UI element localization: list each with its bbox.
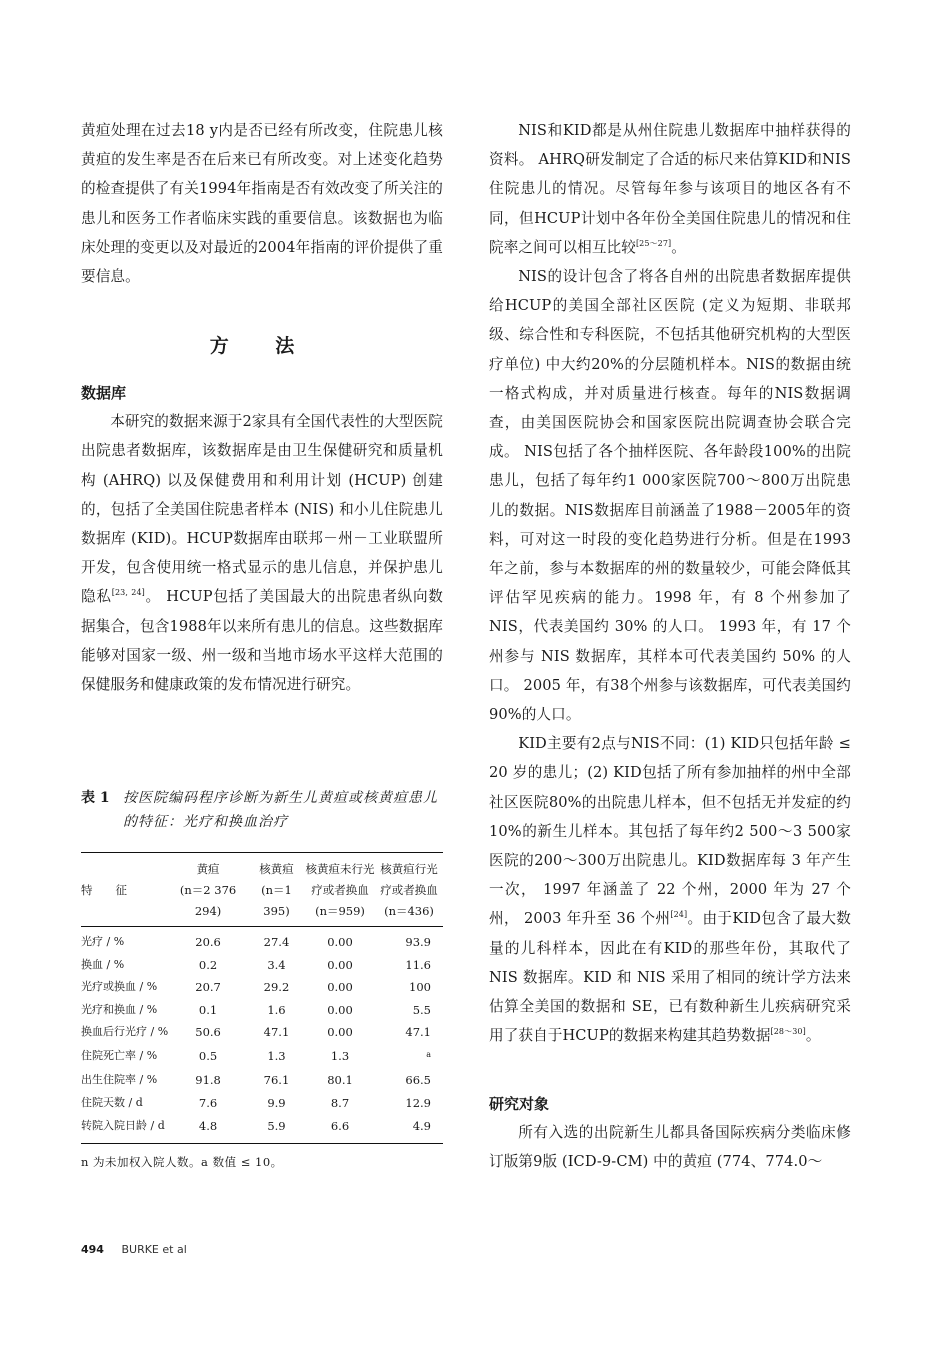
table-row: [81, 976, 443, 999]
table-cell: 5.5: [412, 1002, 431, 1017]
table-cell: 0.1: [198, 1002, 218, 1017]
header-col-kern-treated: [375, 853, 443, 927]
table-cell: 100: [409, 980, 431, 995]
table-cell: 5.9: [267, 1118, 286, 1133]
database-heading: 数据库: [81, 384, 127, 403]
table-row: [81, 1021, 443, 1044]
table-cell: 50.6: [195, 1025, 221, 1040]
table-cell: 9.9: [267, 1095, 286, 1110]
subjects-paragraph: 所有入选的出院新生儿都具备国际疾病分类临床修订版第9版 (ICD-9-CM) 中的黄疸 (774、774.0～: [489, 1123, 851, 1170]
intro-paragraph: 黄疸处理在过去18 y内是否已经有所改变，住院患儿核黄疸的发生率是否在后来已有所改变。对上述变化趋势的检查提供了有关1994年指南是否有效改变了所关注的患儿和医务工作者临床实践的重要信息。该数据也为临床处理的变更以及对最近的2004年指南的评价提供了重要信息。: [81, 122, 443, 286]
row-label: 光疗和换血 / %: [81, 1002, 158, 1016]
header-col-jaundice: [168, 853, 248, 927]
page-footer: [81, 1243, 187, 1256]
row-label: 转院入院日龄 / d: [81, 1118, 165, 1132]
right-paragraph-1: [489, 116, 851, 262]
running-author: BURKE et al: [121, 1243, 187, 1256]
right-paragraph-1-text: NIS和KID都是从州住院患儿数据库中抽样获得的资料。 AHRQ研发制定了合适的标尺来估算KID和NIS住院患儿的情况。尽管每年参与该项目的地区各有不同，但HCUP计划中各年份全美国住院患儿的情况和住院率之间可以相互比较: [489, 122, 851, 256]
table-row: [81, 1044, 443, 1069]
row-label: 光疗 / %: [81, 935, 125, 948]
right-paragraph-1-end: 。: [671, 238, 686, 256]
table-cell: 47.1: [263, 1025, 290, 1040]
footnote-marker: a: [426, 1049, 431, 1059]
table-cell: 93.9: [405, 935, 431, 949]
table-cell: [375, 1044, 443, 1069]
table-cell: 12.9: [405, 1095, 431, 1110]
section-title-methods: 方 法: [209, 335, 315, 358]
table-row: [81, 1092, 443, 1115]
right-paragraph-3-end: 。: [805, 1027, 821, 1045]
table-row: [81, 927, 443, 954]
citation-ref: [23, 24]: [111, 588, 145, 598]
table-cell: 11.6: [405, 957, 431, 972]
table-cell: 27.4: [263, 935, 290, 949]
table-body: [81, 927, 443, 1144]
table-cell: 91.8: [195, 1073, 221, 1088]
table-row: [81, 954, 443, 977]
row-label: 出生住院率 / %: [81, 1073, 158, 1087]
table-cell: 7.6: [198, 1095, 218, 1110]
table-row: [81, 999, 443, 1022]
table-cell: 29.2: [263, 980, 290, 995]
table-caption: [81, 786, 443, 834]
table-cell: 8.7: [330, 1095, 350, 1110]
right-paragraph-3: [489, 729, 851, 1050]
row-label: 换血 / %: [81, 957, 125, 971]
table-cell: 0.00: [327, 1025, 353, 1040]
table-cell: 0.00: [327, 980, 353, 995]
header-characteristic: 特 征: [81, 883, 127, 897]
citation-ref: [25～27]: [635, 238, 672, 248]
header-col-name: 核黄疸: [259, 862, 294, 876]
header-col-n: (n＝959): [315, 904, 365, 918]
table-cell: 4.8: [198, 1118, 218, 1133]
table-label: 表 1: [81, 790, 110, 806]
table-header-row: [81, 853, 443, 927]
subjects-heading: 研究对象: [489, 1094, 550, 1113]
right-paragraph-2: NIS的设计包含了将各自州的出院患者数据库提供给HCUP的美国全部社区医院 (定义为短期、非联邦级、综合性和专科医院，不包括其他研究机构的大型医疗单位) 中大约20%的分层随机样本。NIS的数据由统一格式构成，并对质量进行核查。每年的NIS数据调查，由美国医院协会和国家医院出院调查协会联合完成。 NIS包括了各个抽样医院、各年龄段100%的出院患儿，包括了每年约1 000家医院700～800万出院患儿的数据。NIS数据库目前涵盖了1988－2005年的资料，可对这一时段的变化趋势进行分析。但是在1993 年之前，参与本数据库的州的数量较少，可能会降低其评估罕见疾病的能力。1998 年，有 8 个州参加了 NIS，代表美国约 30% 的人口。 1993 年，有 17 个州参与 NIS 数据库，其样本可代表美国约 50% 的人口。 2005 年，有38个州参与该数据库，可代表美国约90%的人口。: [489, 268, 851, 724]
header-col-n: (n＝1 395): [261, 883, 292, 918]
table-row: [81, 1069, 443, 1092]
header-col-name: 核黄疸行光疗或者换血: [380, 862, 438, 897]
row-label: 光疗或换血 / %: [81, 980, 158, 994]
table-row: [81, 1115, 443, 1144]
table-cell: 1.3: [330, 1049, 350, 1064]
table-cell: 66.5: [405, 1073, 431, 1088]
table-cell: 4.9: [412, 1118, 431, 1133]
table-cell: 80.1: [327, 1073, 353, 1088]
header-col-name: 黄疸: [196, 862, 220, 876]
citation-ref: [24]: [670, 910, 688, 920]
characteristics-table: [81, 852, 443, 1144]
row-label: 换血后行光疗 / %: [81, 1025, 169, 1039]
table-footnote: n 为未加权入院人数。a 数值 ≤ 10。: [81, 1155, 283, 1170]
right-column: [489, 116, 851, 1176]
left-column: [81, 116, 443, 699]
table-cell: 76.1: [263, 1073, 290, 1088]
header-col-kernicterus: [248, 853, 305, 927]
header-col-kern-untreated: [305, 853, 375, 927]
database-paragraph-text-a: 本研究的数据来源于2家具有全国代表性的大型医院出院患者数据库，该数据库是由卫生保健研究和质量机构 (AHRQ) 以及保健费用和利用计划 (HCUP) 创建的，包括了全美国住院患者样本 (NIS) 和小儿住院患儿数据库 (KID)。HCUP数据库由联邦－州－工业联盟所开发，包含使用统一格式显示的患儿信息，并保护患儿隐私: [81, 413, 443, 606]
right-paragraph-3-text-a: KID主要有2点与NIS不同：(1) KID只包括年龄 ≤ 20 岁的患儿；(2) KID包括了所有参加抽样的州中全部社区医院80%的出院患儿样本，但不包括无并发症的约10%的新生儿样本。其包括了每年约2 500～3 500家医院的200～300万出院患儿。KID数据库每 3 年产生一次， 1997 年涵盖了 22 个州，2000 年为 27 个州， 2003 年升至 36 个州: [489, 735, 851, 928]
table-cell: 0.00: [327, 1002, 353, 1017]
database-paragraph-text-b: 。 HCUP包括了美国最大的出院患者纵向数据集合，包含1988年以来所有患儿的信息。这些数据库能够对国家一级、州一级和当地市场水平这样大范围的保健服务和健康政策的发布情况进行研究。: [81, 588, 443, 694]
header-col-name: 核黄疸未行光疗或者换血: [305, 862, 375, 897]
database-paragraph: [81, 407, 443, 699]
right-paragraph-3-text-b: 。由于KID包含了最大数量的儿科样本，因此在有KID的那些年份，其取代了 NIS 数据库。KID 和 NIS 采用了相同的统计学方法来估算全美国的数据和 SE，已有数种新生儿疾病研究采用了获自于HCUP的数据来构建其趋势数据: [489, 910, 852, 1045]
table-cell: 3.4: [267, 957, 286, 972]
table-cell: 1.3: [267, 1049, 286, 1064]
table-cell: 47.1: [405, 1025, 431, 1040]
table-cell: 0.00: [327, 935, 353, 949]
table-cell: 20.7: [195, 980, 221, 995]
table-cell: 0.00: [327, 957, 353, 972]
table-cell: 1.6: [267, 1002, 286, 1017]
row-label: 住院死亡率 / %: [81, 1049, 158, 1063]
table-cell: 20.6: [195, 935, 221, 949]
table-cell: 0.2: [198, 957, 218, 972]
page-number: 494: [81, 1243, 104, 1256]
table-caption-text: 按医院编码程序诊断为新生儿黄疸或核黄疸患儿的特征：光疗和换血治疗: [123, 790, 438, 830]
table-1: [81, 786, 443, 1170]
row-label: 住院天数 / d: [81, 1095, 143, 1109]
header-col-n: (n＝2 376 294): [179, 883, 237, 918]
header-col-n: (n＝436): [384, 904, 434, 918]
table-cell: 0.5: [198, 1049, 218, 1064]
table-cell: 6.6: [330, 1118, 350, 1133]
citation-ref: [28～30]: [770, 1027, 806, 1037]
